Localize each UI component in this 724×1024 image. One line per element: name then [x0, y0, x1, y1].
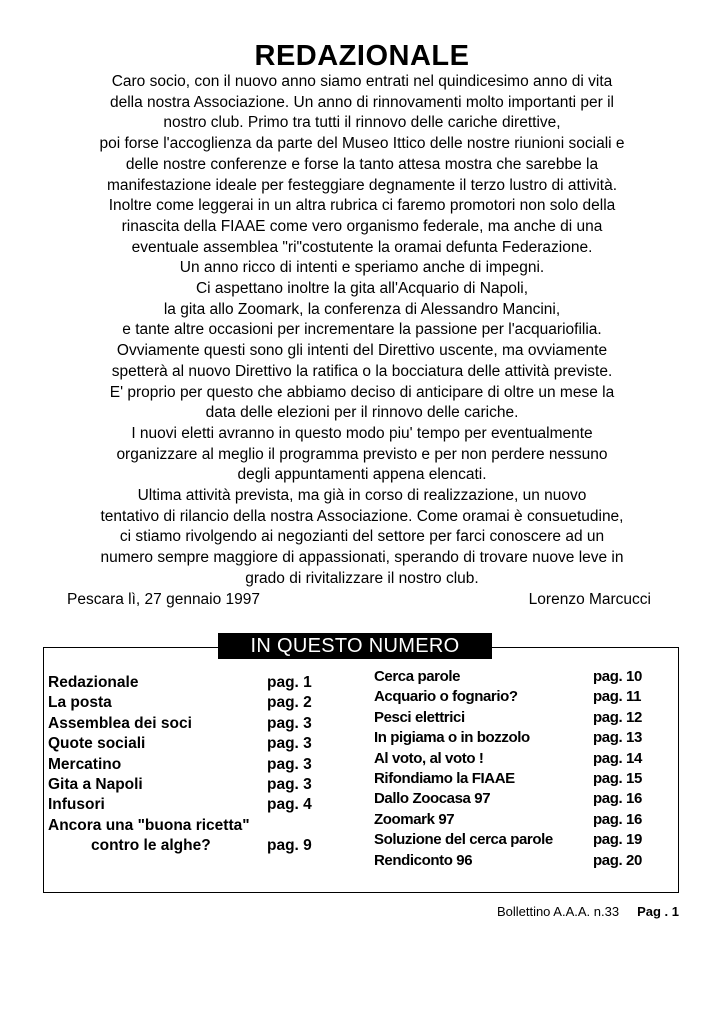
- page-title: REDAZIONALE: [254, 40, 470, 72]
- toc-entry-page: pag. 1: [267, 674, 312, 691]
- body-line: Ovviamente questi sono gli intenti del Direttivo uscente, ma ovviamente: [116, 342, 608, 360]
- toc-entry[interactable]: [48, 673, 338, 693]
- toc-entry[interactable]: [374, 728, 664, 748]
- body-line: tentativo di rilancio della nostra Associazione. Come oramai è consuetudine,: [100, 507, 624, 525]
- toc-entry-page: pag. 3: [267, 735, 312, 753]
- toc-entry-title: Dallo Zoocasa 97: [374, 790, 491, 808]
- body-line: spetterà al nuovo Direttivo la ratifica o la bocciatura delle attività previste.: [111, 362, 613, 380]
- body-line: la gita allo Zoomark, la conferenza di Alessandro Mancini,: [163, 300, 561, 318]
- body-line: Inoltre come leggerai in un altra rubrica ci faremo promotori non solo della: [108, 197, 616, 215]
- toc-entry-page: pag. 3: [267, 775, 312, 793]
- toc-entry-title: Rifondiamo la FIAAE: [374, 769, 515, 787]
- toc-entry-title: Infusori: [48, 796, 105, 814]
- toc-entry[interactable]: [374, 667, 664, 687]
- body-line: Caro socio, con il nuovo anno siamo entrati nel quindicesimo anno di vita: [111, 73, 613, 90]
- body-line: Un anno ricco di intenti e speriamo anche di impegni.: [179, 259, 545, 277]
- toc-entry-page: pag. 14: [593, 749, 642, 767]
- toc-entry-page: pag. 12: [593, 708, 642, 726]
- toc-entry-title: La posta: [48, 694, 112, 712]
- toc-entry[interactable]: [48, 816, 338, 836]
- toc-entry[interactable]: [48, 775, 338, 795]
- body-line: manifestazione ideale per festeggiare degnamente il terzo lustro di attività.: [106, 176, 618, 194]
- body-line: eventuale assemblea "ri"costutente la oramai defunta Federazione.: [131, 238, 593, 256]
- toc-entry[interactable]: [374, 851, 664, 871]
- body-line: delle nostre conferenze e forse la tanto attesa mostra che sarebbe la: [125, 155, 599, 173]
- toc-entry[interactable]: [48, 836, 338, 856]
- signature-row: [67, 591, 651, 609]
- toc-entry-title: Rendiconto 96: [374, 851, 473, 869]
- toc-entry[interactable]: [48, 714, 338, 734]
- body-line: della nostra Associazione. Un anno di rinnovamenti molto importanti per il: [109, 93, 614, 111]
- body-line: Ultima attività prevista, ma già in corso di realizzazione, un nuovo: [137, 487, 587, 505]
- toc-entry[interactable]: [374, 810, 664, 830]
- toc-entry-title: Gita a Napoli: [48, 775, 143, 793]
- toc-entry-page: pag. 15: [593, 769, 642, 787]
- page-number: Pag . 1: [637, 904, 679, 919]
- toc-entry[interactable]: [48, 755, 338, 775]
- toc-entry-page: pag. 20: [593, 851, 642, 869]
- publication-name: Bollettino A.A.A. n.33: [496, 904, 620, 919]
- toc-entry-title: Quote sociali: [48, 735, 146, 753]
- toc-entry-page: pag. 11: [593, 688, 642, 706]
- toc-entry-page: pag. 3: [267, 714, 312, 732]
- author-name: Lorenzo Marcucci: [528, 591, 651, 608]
- toc-entry[interactable]: [374, 769, 664, 789]
- toc-right-column: [374, 667, 664, 871]
- toc-entry[interactable]: [48, 693, 338, 713]
- toc-entry-title: contro le alghe?: [91, 837, 211, 855]
- toc-entry-title: Zoomark 97: [374, 810, 455, 828]
- body-line: nostro club. Primo tra tutti il rinnovo delle cariche direttive,: [163, 114, 561, 132]
- toc-entry-page: pag. 13: [593, 729, 642, 747]
- toc-entry[interactable]: [374, 789, 664, 809]
- toc-entry-title: Pesci elettrici: [374, 708, 465, 726]
- body-line: poi forse l'accoglienza da parte del Museo Ittico delle nostre riunioni sociali e: [99, 135, 625, 153]
- body-line: Ci aspettano inoltre la gita all'Acquario di Napoli,: [195, 280, 529, 298]
- toc-entry-page: pag. 4: [267, 796, 312, 814]
- editorial-body: [40, 72, 684, 590]
- body-line: I nuovi eletti avranno in questo modo piu' tempo per eventualmente: [131, 424, 593, 442]
- body-line: organizzare al meglio il programma previsto e per non perdere nessuno: [116, 445, 608, 463]
- body-line: e tante altre occasioni per incrementare la passione per l'acquariofilia.: [122, 321, 602, 339]
- toc-entry-page: pag. 16: [593, 810, 642, 828]
- toc-entry[interactable]: [374, 830, 664, 850]
- toc-entry-title: Mercatino: [48, 755, 122, 773]
- body-line: E' proprio per questo che abbiamo deciso di anticipare di oltre un mese la: [109, 383, 615, 401]
- toc-left-column: [48, 673, 338, 857]
- toc-entry-page: pag. 9: [267, 837, 312, 855]
- toc-entry-title: Redazionale: [48, 674, 139, 691]
- place-date: Pescara lì, 27 gennaio 1997: [67, 591, 261, 608]
- toc-entry[interactable]: [374, 687, 664, 707]
- toc-entry-title: Al voto, al voto !: [374, 749, 484, 767]
- body-line: numero sempre maggiore di appassionati, sperando di trovare nuove leve in: [100, 549, 624, 567]
- toc-entry-title: Cerca parole: [374, 668, 461, 685]
- toc-entry[interactable]: [48, 734, 338, 754]
- body-line: degli appuntamenti appena elencati.: [237, 466, 487, 484]
- toc-entry-page: pag. 3: [267, 755, 312, 773]
- page-footer: [497, 904, 679, 919]
- body-line: data delle elezioni per il rinnovo delle cariche.: [205, 404, 519, 422]
- toc-entry-title: In pigiama o in bozzolo: [374, 729, 530, 747]
- toc-entry[interactable]: [374, 708, 664, 728]
- toc-heading: IN QUESTO NUMERO: [218, 633, 492, 659]
- toc-entry-title: Ancora una "buona ricetta": [48, 816, 250, 834]
- toc-entry[interactable]: [374, 749, 664, 769]
- toc-entry-page: pag. 2: [267, 694, 312, 712]
- body-line: rinascita della FIAAE come vero organismo federale, ma anche di una: [121, 217, 603, 235]
- toc-entry-page: pag. 19: [593, 831, 642, 849]
- toc-entry-title: Soluzione del cerca parole: [374, 831, 553, 849]
- body-line: ci stiamo rivolgendo ai negozianti del settore per farci conoscere ad un: [119, 528, 605, 546]
- toc-entry[interactable]: [48, 795, 338, 815]
- toc-entry-title: Assemblea dei soci: [48, 714, 192, 732]
- toc-entry-page: pag. 10: [593, 668, 642, 685]
- toc-entry-page: pag. 16: [593, 790, 642, 808]
- toc-entry-title: Acquario o fognario?: [374, 688, 518, 706]
- body-line: grado di rivitalizzare il nostro club.: [245, 569, 479, 587]
